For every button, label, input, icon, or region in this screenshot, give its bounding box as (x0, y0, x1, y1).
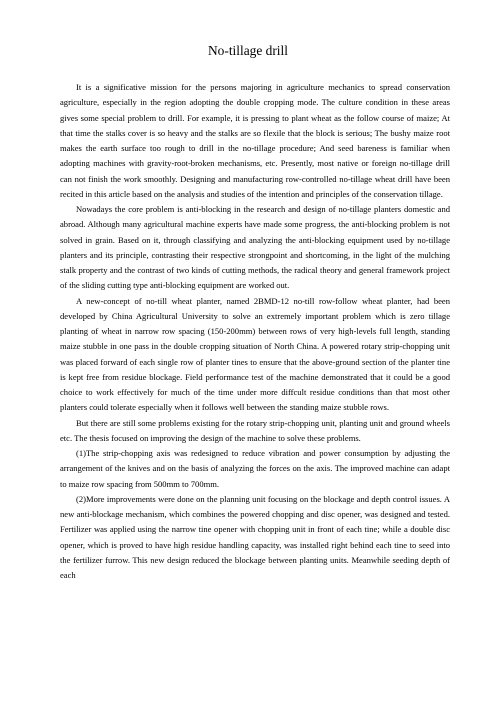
paragraph: (1)The strip-chopping axis was redesigned to reduce vibration and power consumption by adjusting the arrangement of the knives and on the basis of analyzing the forces on the axis. The improved machine can adapt to maize row spacing from 500mm to 700mm. (60, 448, 450, 489)
paragraph: Nowadays the core problem is anti-blocking in the research and design of no-tillage planters domestic and abroad. Although many agricultural machine experts have made some progress, the anti-blocking problem is not solved in grain. Based on it, through classifying and analyzing the anti-blocking equipment used by no-tillage planters and its principle, contrasting their respective strongpoint and shortcoming, in the light of the mulching stalk property and the contrast of two kinds of cutting methods, the radical theory and general framework project of the sliding cutting type anti-blocking equipment are worked out. (60, 204, 450, 291)
document-title: No-tillage drill (208, 43, 288, 58)
document-body (60, 80, 450, 583)
paragraph: A new-concept of no-till wheat planter, named 2BMD-12 no-till row-follow wheat planter, had been developed by China Agricultural University to solve an extremely important problem which is zero tillage planting of wheat in narrow row spacing (150-200mm) between rows of very high-levels full length, standing maize stubble in one pass in the double cropping situation of North China. A powered rotary strip-chopping unit was placed forward of each single row of planter tines to ensure that the above-ground section of the planter tine is kept free from residue blockage. Field performance test of the machine demonstrated that it could be a good choice to work effectively for much of the time under more diffcult residue conditions than that most other planters could tolerate especially when it follows well between the standing maize stubble rows. (60, 295, 450, 413)
paragraph: But there are still some problems existing for the rotary strip-chopping unit, planting unit and ground wheels etc. The thesis focused on improving the design of the machine to solve these problems. (60, 417, 450, 443)
paragraph: It is a significative mission for the persons majoring in agriculture mechanics to spread conservation agriculture, especially in the region adopting the double cropping mode. The culture condition in these areas gives some special problem to drill. For example, it is pressing to plant wheat as the follow course of maize; At that time the stalks cover is so heavy and the stalks are so flexile that the block is serious; The bushy maize root makes the earth surface too rough to drill in the no-tillage procedure; And seed bareness is familiar when adopting machines with gravity-root-broken mechanisms, etc. Presently, most native or foreign no-tillage drill can not finish the work smoothly. Designing and manufacturing row-controlled no-tillage wheat drill have been recited in this article based on the analysis and studies of the intention and principles of the conservation tillage. (60, 82, 450, 199)
paragraph: (2)More improvements were done on the planning unit focusing on the blockage and depth control issues. A new anti-blockage mechanism, which combines the powered chopping and disc opener, was designed and tested. Fertilizer was applied using the narrow tine opener with chopping unit in front of each tine; while a double disc opener, which is proved to have high residue handling capacity, was installed right behind each tine to seed into the fertilizer furrow. This new design reduced the blockage between planting units. Meanwhile seeding depth of each (60, 493, 450, 580)
